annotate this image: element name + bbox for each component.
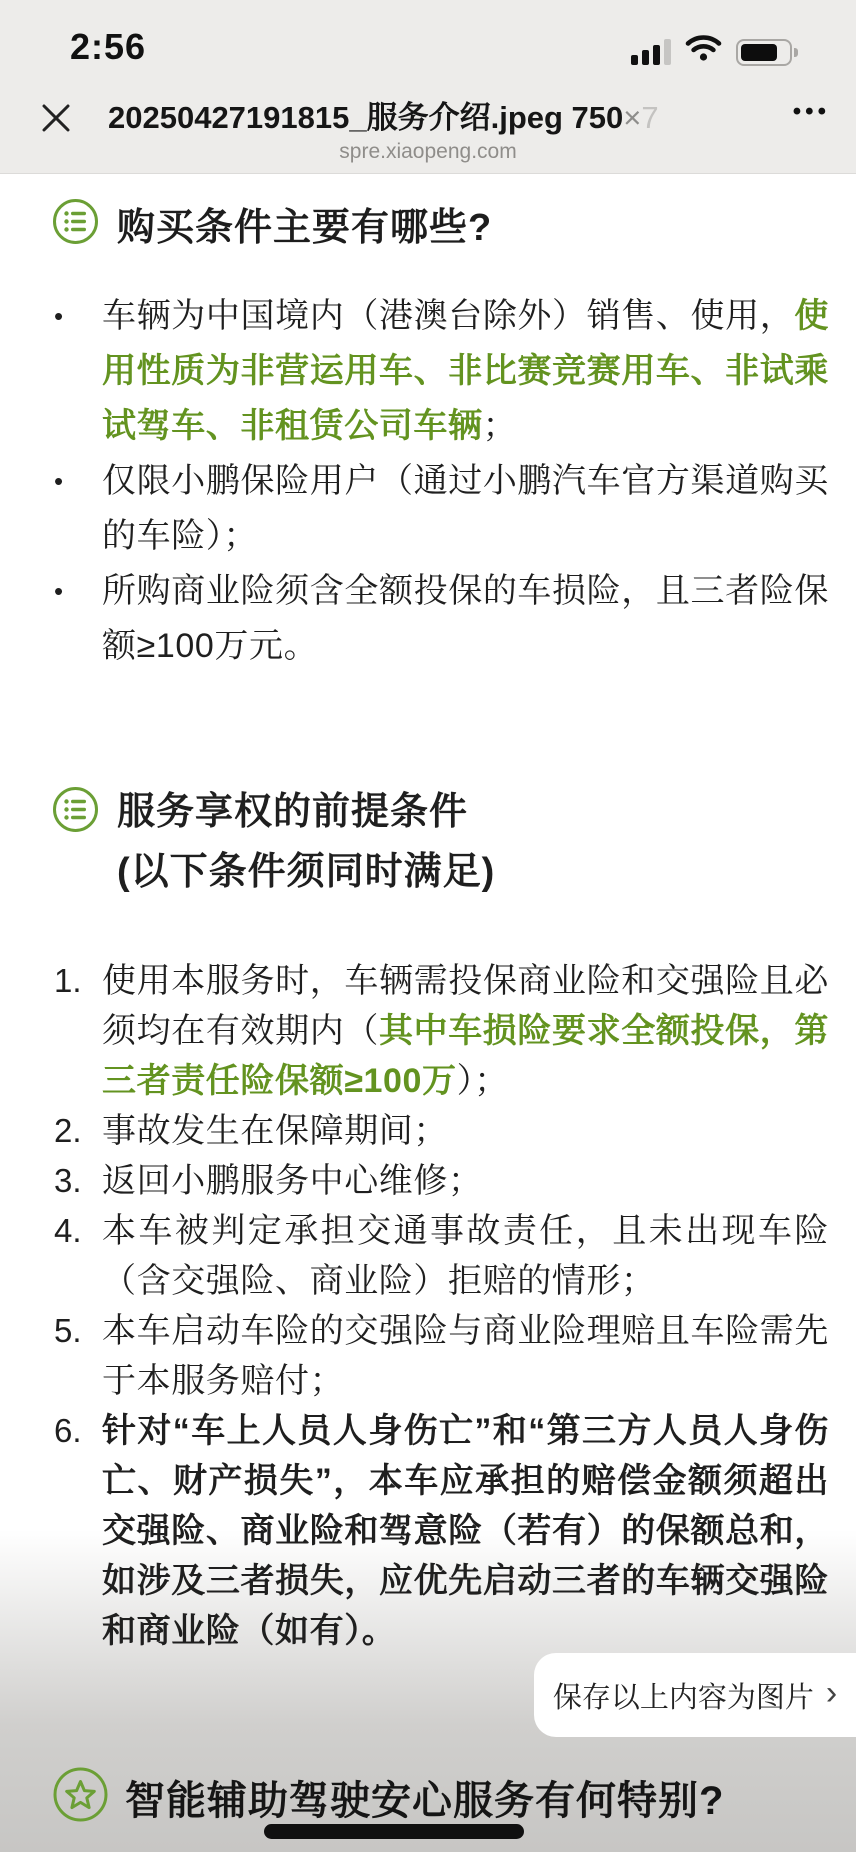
status-bar	[0, 0, 856, 84]
star-icon	[52, 1766, 109, 1828]
section-prerequisites-title: 服务享权的前提条件	[117, 791, 469, 833]
image-viewer-title-bar	[0, 84, 856, 174]
list-marker: 1.	[54, 962, 82, 999]
list-marker: 2.	[54, 1112, 82, 1149]
list-marker: 6.	[54, 1412, 82, 1449]
list-item-text: 本车被判定承担交通事故责任，且未出现车险（含交强险、商业险）拒赔的情形；	[102, 1212, 829, 1300]
list-item-text: 仅限小鹏保险用户（通过小鹏汽车官方渠道购买的车险）；	[102, 462, 829, 555]
bullet-item	[54, 564, 856, 674]
numbered-item	[54, 1306, 856, 1406]
battery-icon	[736, 39, 792, 66]
chevron-right-icon: ›	[825, 1673, 838, 1712]
list-item-text: 使用本服务时，车辆需投保商业险和交强险且必须均在有效期内（其中车损险要求全额投保，第三者责任险保额≥100万）；	[102, 962, 829, 1100]
save-as-image-button[interactable]	[534, 1653, 856, 1737]
section-purchase-title: 购买条件主要有哪些?	[117, 207, 493, 249]
numbered-item	[54, 1106, 856, 1156]
home-indicator[interactable]	[264, 1824, 524, 1839]
list-icon	[52, 786, 99, 838]
bullet-item	[54, 289, 856, 454]
list-icon	[52, 198, 99, 250]
list-item-text: 针对“车上人员人身伤亡”和“第三方人员人身伤亡、财产损失”，本车应承担的赔偿金额须超出交强险、商业险和驾意险（若有）的保额总和，如涉及三者损失，应优先启动三者的车辆交强险和商业险（如有）。	[102, 1412, 829, 1650]
section-prerequisites-subtitle: (以下条件须同时满足)	[117, 851, 496, 893]
list-item-text: 返回小鹏服务中心维修；	[102, 1162, 483, 1200]
prerequisites-numbered-list	[54, 956, 856, 1656]
list-marker: •	[54, 466, 64, 496]
save-button-label: 保存以上内容为图片	[552, 1681, 814, 1714]
section-purchase-heading	[52, 196, 856, 251]
numbered-item	[54, 956, 856, 1106]
purchase-bullet-list	[54, 289, 856, 674]
source-domain: spre.xiaopeng.com	[339, 140, 517, 163]
section-adas-heading	[52, 1766, 724, 1828]
list-marker: 4.	[54, 1212, 82, 1249]
status-icons	[631, 34, 792, 65]
numbered-item	[54, 1156, 856, 1206]
cellular-signal-icon	[631, 39, 671, 65]
clock: 2:56	[70, 26, 147, 67]
list-item-text: 车辆为中国境内（港澳台除外）销售、使用，使用性质为非营运用车、非比赛竞赛用车、非试乘试驾车、非租赁公司车辆；	[102, 297, 829, 445]
bullet-item	[54, 454, 856, 564]
close-icon[interactable]	[34, 96, 78, 140]
list-item-text: 本车启动车险的交强险与商业险理赔且车险需先于本服务赔付；	[102, 1312, 829, 1400]
more-options-icon[interactable]: •••	[792, 98, 830, 125]
numbered-item	[54, 1206, 856, 1306]
list-marker: 5.	[54, 1312, 82, 1349]
list-item-text: 事故发生在保障期间；	[102, 1112, 448, 1150]
numbered-item	[54, 1406, 856, 1656]
wifi-icon	[685, 34, 722, 66]
section-prerequisites-heading	[52, 786, 856, 898]
list-marker: •	[54, 301, 64, 331]
image-filename-title: 20250427191815_服务介绍.jpeg 750×7	[108, 100, 659, 135]
list-item-text: 所购商业险须含全额投保的车损险，且三者险保额≥100万元。	[102, 572, 829, 665]
section-adas-title: 智能辅助驾驶安心服务有何特别?	[125, 1778, 725, 1823]
list-marker: •	[54, 576, 64, 606]
list-marker: 3.	[54, 1162, 82, 1199]
